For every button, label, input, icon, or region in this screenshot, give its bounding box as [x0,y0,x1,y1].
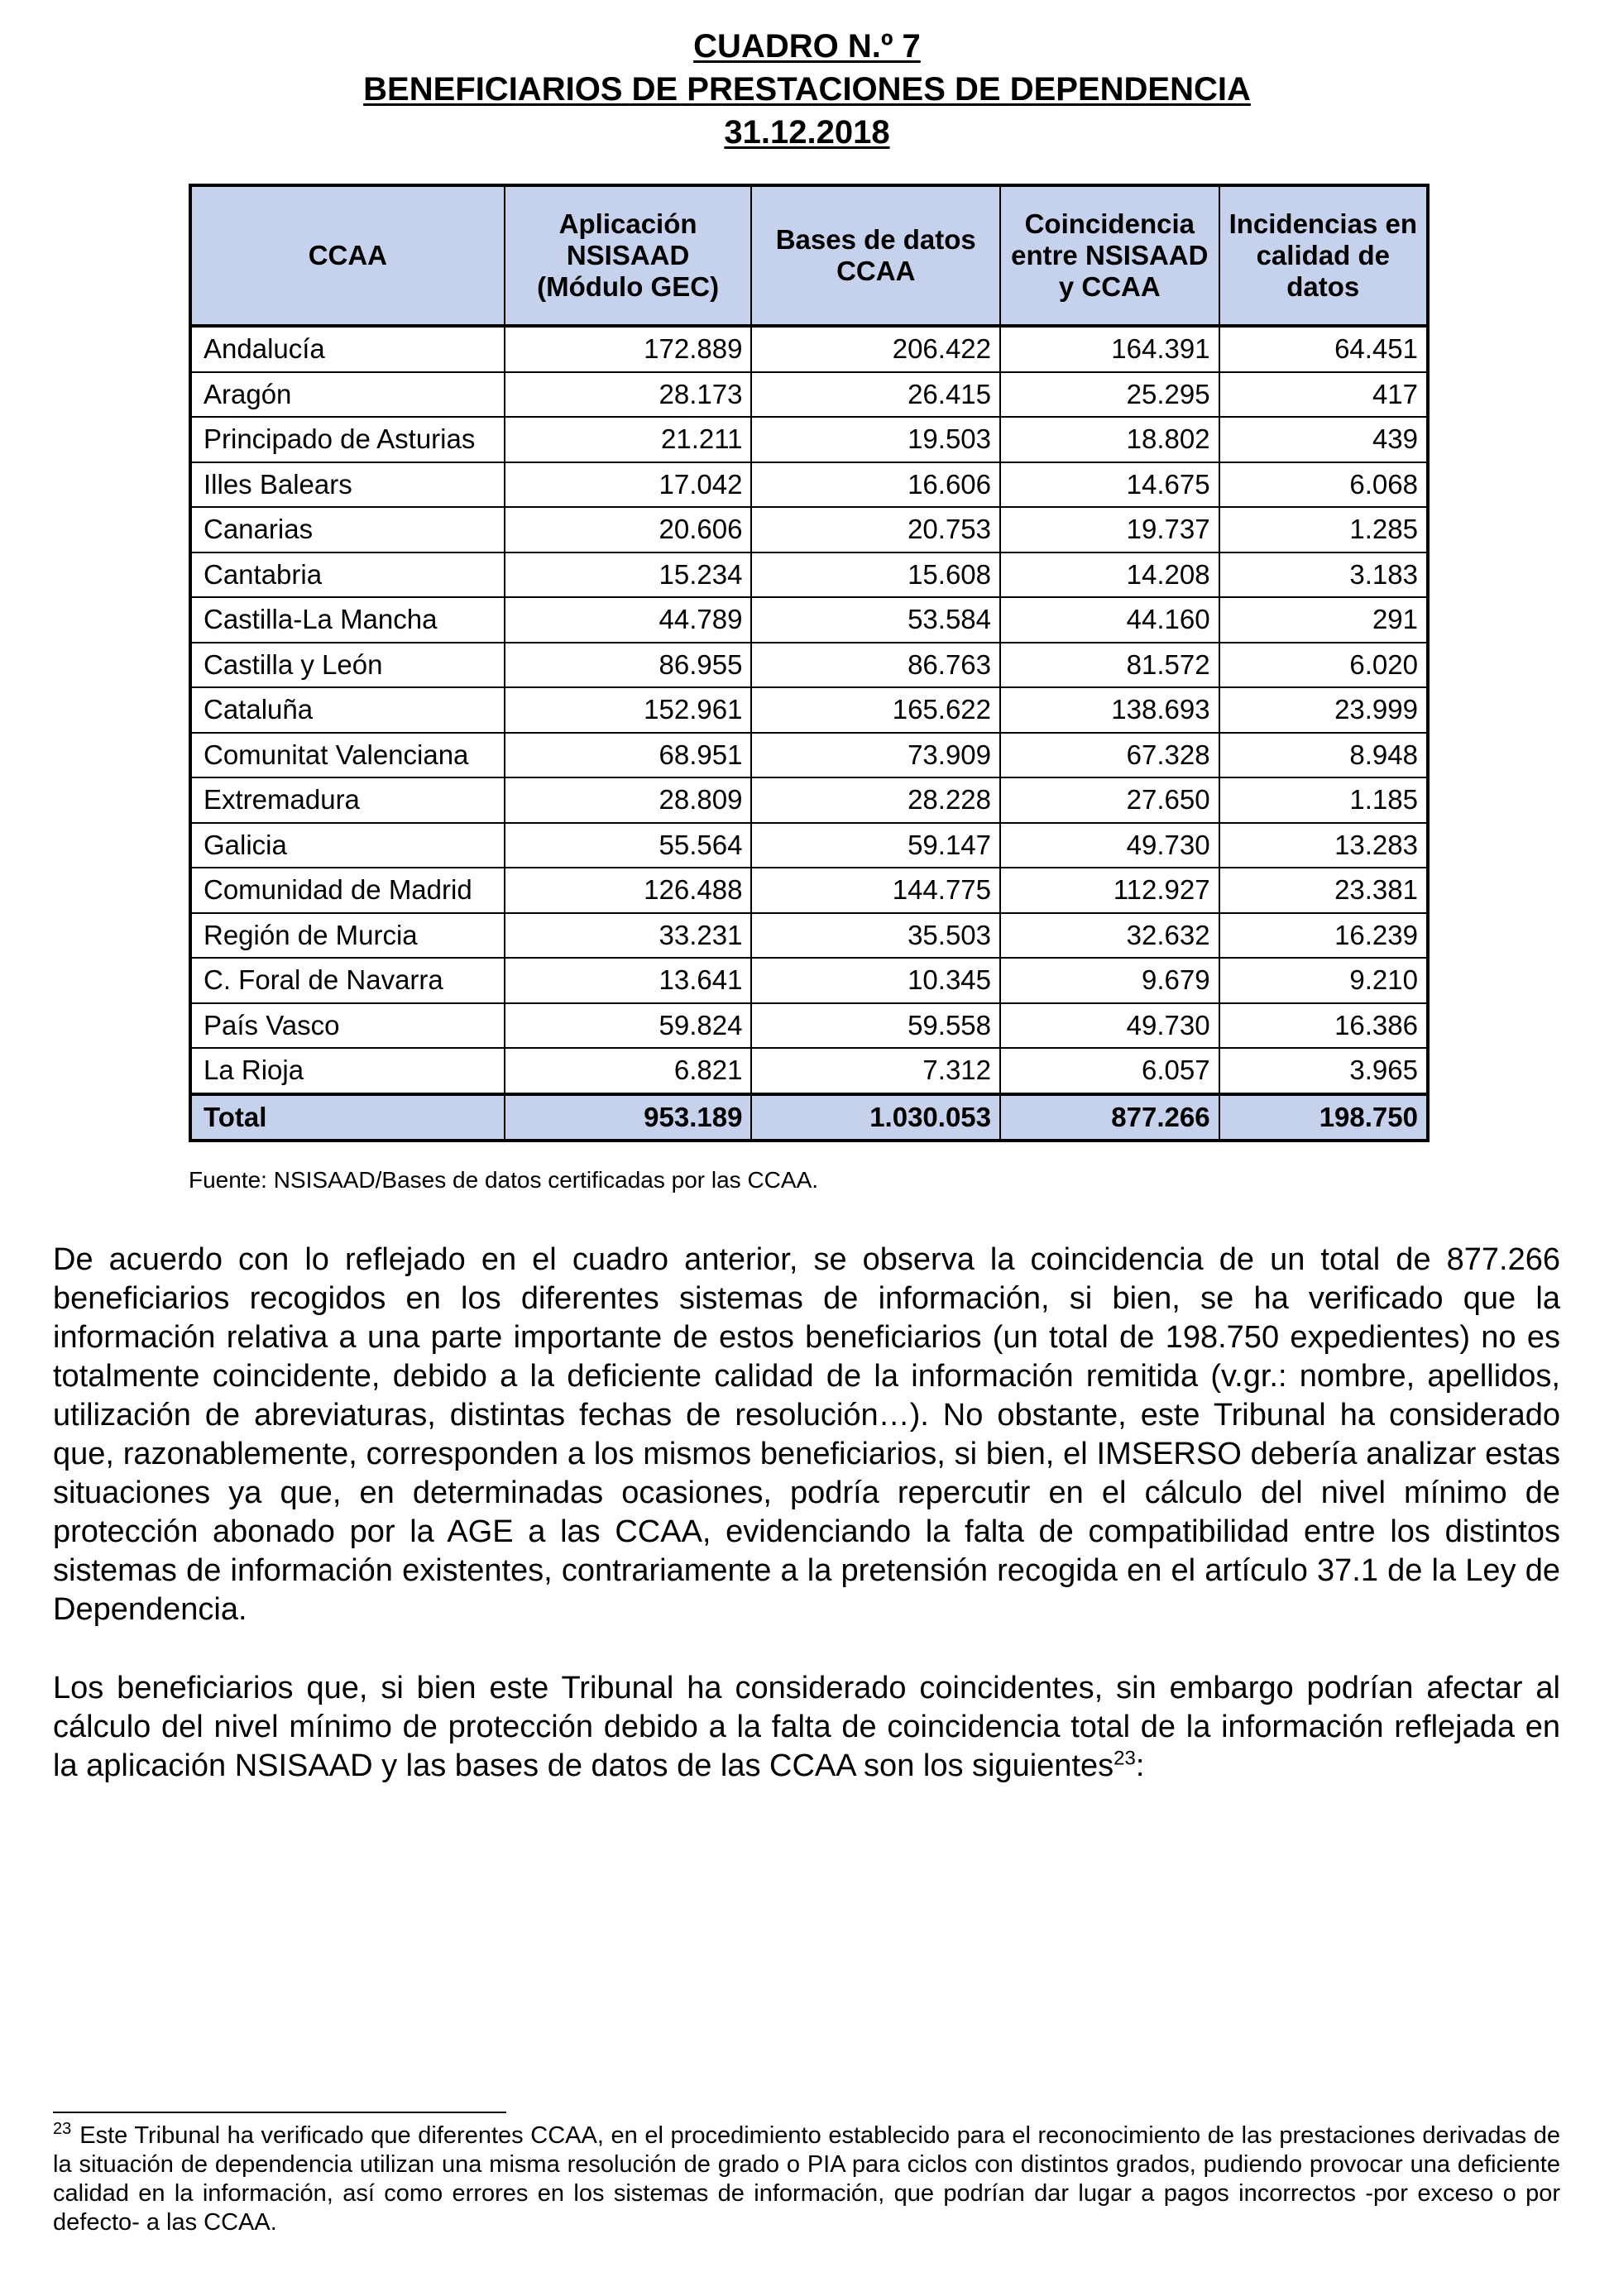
table-cell-value: 27.650 [1000,777,1219,823]
table-cell-value: 172.889 [505,326,752,372]
table-row [190,507,1428,552]
table-cell-ccaa: Aragón [190,372,505,418]
table-body [190,326,1428,1141]
table-cell-value: 73.909 [751,733,1000,778]
table-cell-value: 165.622 [751,687,1000,733]
paragraph-2-end: : [1135,1748,1145,1783]
beneficiaries-table [189,184,1430,1142]
table-cell-value: 20.753 [751,507,1000,552]
table-cell-value: 28.228 [751,777,1000,823]
table-cell-ccaa: Castilla-La Mancha [190,597,505,643]
col-header-coincidencia: Coincidencia entre NSISAAD y CCAA [1000,185,1219,326]
table-cell-ccaa: La Rioja [190,1048,505,1094]
table-row [190,1003,1428,1049]
table-cell-value: 19.503 [751,417,1000,462]
table-cell-value: 14.208 [1000,552,1219,598]
paragraph-2-text: Los beneficiarios que, si bien este Tribunal ha considerado coincidentes, sin embargo podrían afectar al cálculo del nivel mínimo de protección debido a la falta de coincidencia total de la información reflejada en la aplicación NSISAAD y las bases de datos de las CCAA son los siguientes [53,1671,1560,1783]
table-row [190,868,1428,913]
table-cell-value: 49.730 [1000,1003,1219,1049]
table-cell-ccaa: Canarias [190,507,505,552]
table-row [190,462,1428,508]
table-cell-value: 81.572 [1000,643,1219,688]
table-row [190,687,1428,733]
table-cell-value: 19.737 [1000,507,1219,552]
table-cell-value: 16.386 [1219,1003,1428,1049]
table-cell-value: 8.948 [1219,733,1428,778]
table-cell-ccaa: País Vasco [190,1003,505,1049]
table-cell-ccaa: Andalucía [190,326,505,372]
table-cell-value: 417 [1219,372,1428,418]
table-cell-value: 14.675 [1000,462,1219,508]
title-line-2: BENEFICIARIOS DE PRESTACIONES DE DEPENDENCIA [363,71,1251,108]
table-cell-value: 1.285 [1219,507,1428,552]
table-cell-value: 18.802 [1000,417,1219,462]
table-cell-value: 23.381 [1219,868,1428,913]
footnote-divider [53,2112,506,2113]
table-cell-value: 59.558 [751,1003,1000,1049]
table-cell-value: 16.606 [751,462,1000,508]
table-cell-value: 44.160 [1000,597,1219,643]
footnote-reference: 23 [1114,1747,1136,1770]
table-cell-value: 112.927 [1000,868,1219,913]
paragraph-1: De acuerdo con lo reflejado en el cuadro anterior, se observa la coincidencia de un total de 877.266 beneficiarios recogidos en los diferentes sistemas de información, si bien, se ha verificado que la información relativa a una parte importante de estos beneficiarios (un total de 198.750 expedientes) no es totalmente coincidente, debido a la deficiente calidad de la información remitida (v.gr.: nombre, apellidos, utilización de abreviaturas, distintas fechas de resolución…). No obstante, este Tribunal ha considerado que, razonablemente, corresponden a los mismos beneficiarios, si bien, el IMSERSO debería analizar estas situaciones ya que, en determinadas ocasiones, podría repercutir en el cálculo del nivel mínimo de protección abonado por la AGE a las CCAA, evidenciando la falta de compatibilidad entre los distintos sistemas de información existentes, contrariamente a la pretensión recogida en el artículo 37.1 de la Ley de Dependencia. [53,1242,1560,1627]
table-cell-value: 44.789 [505,597,752,643]
table-cell-value: 953.189 [505,1094,752,1141]
table-cell-value: 59.824 [505,1003,752,1049]
table-cell-value: 3.965 [1219,1048,1428,1094]
table-cell-value: 6.057 [1000,1048,1219,1094]
table-cell-value: 17.042 [505,462,752,508]
table-cell-ccaa: Región de Murcia [190,913,505,959]
table-cell-ccaa: Principado de Asturias [190,417,505,462]
footnote [53,2121,1560,2237]
table-row [190,913,1428,959]
table-cell-value: 439 [1219,417,1428,462]
table-cell-value: 28.173 [505,372,752,418]
table-cell-value: 10.345 [751,958,1000,1003]
table-cell-value: 126.488 [505,868,752,913]
table-cell-value: 291 [1219,597,1428,643]
table-cell-value: 1.185 [1219,777,1428,823]
table-cell-value: 67.328 [1000,733,1219,778]
col-header-bases-datos: Bases de datos CCAA [751,185,1000,326]
col-header-ccaa: CCAA [190,185,505,326]
paragraph-2 [53,1669,1560,1786]
table-cell-value: 7.312 [751,1048,1000,1094]
table-cell-value: 6.068 [1219,462,1428,508]
table-total-row [190,1094,1428,1141]
table-cell-value: 877.266 [1000,1094,1219,1141]
table-cell-value: 9.210 [1219,958,1428,1003]
table-cell-value: 86.955 [505,643,752,688]
title-line-1: CUADRO N.º 7 [693,28,921,65]
table-cell-value: 13.641 [505,958,752,1003]
table-cell-ccaa: Total [190,1094,505,1141]
table-cell-value: 3.183 [1219,552,1428,598]
table-row [190,597,1428,643]
table-cell-value: 164.391 [1000,326,1219,372]
table-cell-ccaa: Castilla y León [190,643,505,688]
table-cell-value: 33.231 [505,913,752,959]
table-source-note: Fuente: NSISAAD/Bases de datos certificadas por las CCAA. [189,1167,819,1193]
table-cell-value: 26.415 [751,372,1000,418]
table-cell-ccaa: Comunidad de Madrid [190,868,505,913]
table-cell-value: 1.030.053 [751,1094,1000,1141]
table-cell-value: 9.679 [1000,958,1219,1003]
table-cell-value: 86.763 [751,643,1000,688]
table-cell-value: 6.020 [1219,643,1428,688]
table-cell-value: 16.239 [1219,913,1428,959]
table-title [0,25,1614,154]
col-header-incidencias: Incidencias en calidad de datos [1219,185,1428,326]
table-cell-value: 32.632 [1000,913,1219,959]
table-cell-ccaa: Comunitat Valenciana [190,733,505,778]
table-cell-value: 53.584 [751,597,1000,643]
table-cell-value: 13.283 [1219,823,1428,868]
table-row [190,326,1428,372]
title-line-3: 31.12.2018 [724,114,890,151]
table-cell-ccaa: Galicia [190,823,505,868]
table-cell-value: 49.730 [1000,823,1219,868]
table-cell-value: 6.821 [505,1048,752,1094]
table-cell-ccaa: Cantabria [190,552,505,598]
table-header-row [190,185,1428,326]
table-cell-value: 198.750 [1219,1094,1428,1141]
table-cell-value: 21.211 [505,417,752,462]
table-cell-value: 28.809 [505,777,752,823]
table-cell-value: 152.961 [505,687,752,733]
table-cell-value: 206.422 [751,326,1000,372]
table-cell-value: 15.234 [505,552,752,598]
table-row [190,958,1428,1003]
table-row [190,643,1428,688]
table-cell-value: 23.999 [1219,687,1428,733]
table-cell-value: 144.775 [751,868,1000,913]
table-cell-value: 25.295 [1000,372,1219,418]
footnote-text: Este Tribunal ha verificado que diferentes CCAA, en el procedimiento establecido para el reconocimiento de las prestaciones derivadas de la situación de dependencia utilizan una misma resolución de grado o PIA para ciclos con distintos grados, pudiendo provocar una deficiente calidad en la información, así como errores en los sistemas de información, que podrían dar lugar a pagos incorrectos -por exceso o por defecto- a las CCAA. [53,2122,1560,2236]
table-cell-ccaa: Illes Balears [190,462,505,508]
table-row [190,733,1428,778]
table-cell-ccaa: Cataluña [190,687,505,733]
table-cell-value: 15.608 [751,552,1000,598]
table-row [190,417,1428,462]
table-cell-value: 35.503 [751,913,1000,959]
col-header-nsisaad: Aplicación NSISAAD (Módulo GEC) [505,185,752,326]
table-cell-value: 68.951 [505,733,752,778]
table-row [190,1048,1428,1094]
table-row [190,372,1428,418]
table-cell-value: 64.451 [1219,326,1428,372]
table-cell-value: 138.693 [1000,687,1219,733]
footnote-number: 23 [53,2120,72,2139]
table-cell-value: 59.147 [751,823,1000,868]
table-cell-value: 55.564 [505,823,752,868]
table-row [190,777,1428,823]
table-cell-value: 20.606 [505,507,752,552]
table-cell-ccaa: C. Foral de Navarra [190,958,505,1003]
table-row [190,823,1428,868]
table-cell-ccaa: Extremadura [190,777,505,823]
table-row [190,552,1428,598]
